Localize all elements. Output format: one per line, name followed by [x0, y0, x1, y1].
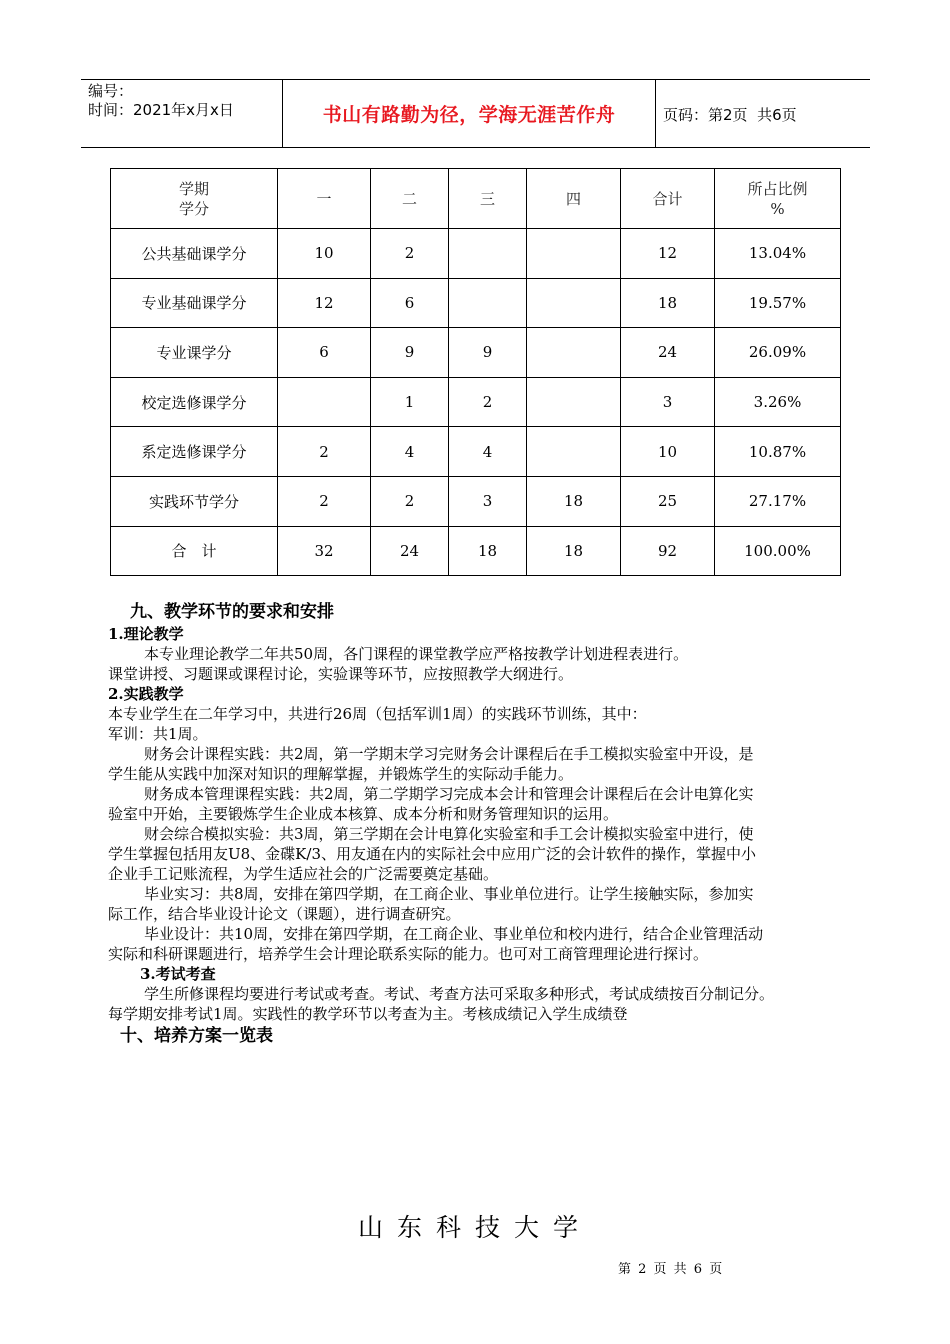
table-cell: 4	[371, 427, 449, 477]
table-cell: 10	[621, 427, 715, 477]
table-total-row	[111, 526, 841, 576]
header-corner-cell: 学期 学分	[111, 169, 278, 229]
row-label: 系定选修课学分	[111, 427, 278, 477]
table-row	[111, 427, 841, 477]
table-cell: 24	[621, 328, 715, 378]
paragraph: 财会综合模拟实验：共3周，第三学期在会计电算化实验室和手工会计模拟实验室中进行，使	[144, 825, 754, 843]
serial-label: 编号：	[88, 82, 134, 100]
table-cell	[449, 229, 527, 279]
table-row	[111, 278, 841, 328]
paragraph: 学生能从实践中加深对知识的理解掌握，并锻炼学生的实际动手能力。	[108, 765, 574, 783]
table-cell: 26.09%	[715, 328, 841, 378]
paragraph: 课堂讲授、习题课或课程讨论，实验课等环节，应按照教学大纲进行。	[108, 665, 574, 683]
paragraph: 军训：共1周。	[108, 725, 208, 743]
header-top-rule	[81, 79, 870, 80]
column-header: 三	[449, 169, 527, 229]
header-divider	[655, 80, 656, 148]
column-header: 一	[278, 169, 371, 229]
paragraph: 财务成本管理课程实践：共2周，第二学期学习完成本会计和管理会计课程后在会计电算化实	[144, 785, 754, 803]
paragraph: 实际和科研课题进行，培养学生会计理论联系实际的能力。也可对工商管理理论进行探讨。	[108, 945, 709, 963]
table-cell: 3	[449, 476, 527, 526]
header-motto: 书山有路勤为径，学海无涯苦作舟	[322, 104, 616, 126]
table-cell: 2	[278, 476, 371, 526]
table-cell: 10	[278, 229, 371, 279]
table-cell: 12	[278, 278, 371, 328]
table-cell: 18	[527, 526, 621, 576]
paragraph: 学生掌握包括用友U8、金碟K/3、用友通在内的实际社会中应用广泛的会计软件的操作，掌握中小	[108, 845, 756, 863]
table-row	[111, 377, 841, 427]
table-cell	[527, 278, 621, 328]
table-cell: 100.00%	[715, 526, 841, 576]
table-cell	[527, 427, 621, 477]
table-cell: 24	[371, 526, 449, 576]
column-header-ratio: 所占比例 %	[715, 169, 841, 229]
row-label: 专业课学分	[111, 328, 278, 378]
table-cell: 19.57%	[715, 278, 841, 328]
table-row	[111, 328, 841, 378]
table-cell: 2	[278, 427, 371, 477]
table-cell: 3.26%	[715, 377, 841, 427]
table-cell: 9	[449, 328, 527, 378]
table-cell	[278, 377, 371, 427]
section-10-title: 十、培养方案一览表	[120, 1026, 273, 1046]
header-meta	[88, 82, 234, 120]
table-cell: 18	[527, 476, 621, 526]
time-label: 时间：2021年x月x日	[88, 101, 234, 119]
row-label: 合 计	[111, 526, 278, 576]
header-bottom-rule	[81, 147, 870, 148]
table-cell: 3	[621, 377, 715, 427]
paragraph: 毕业设计：共10周，安排在第四学期，在工商企业、事业单位和校内进行，结合企业管理活动	[144, 925, 764, 943]
table-cell: 25	[621, 476, 715, 526]
credits-table	[110, 168, 841, 576]
exam-title: 3.考试考查	[140, 965, 216, 983]
paragraph: 毕业实习：共8周，安排在第四学期，在工商企业、事业单位进行。让学生接触实际，参加实	[144, 885, 754, 903]
practice-title: 2.实践教学	[108, 685, 184, 703]
theory-title: 1.理论教学	[108, 625, 184, 643]
row-label: 实践环节学分	[111, 476, 278, 526]
table-row	[111, 229, 841, 279]
table-cell: 2	[449, 377, 527, 427]
paragraph: 财务会计课程实践：共2周，第一学期末学习完财务会计课程后在手工模拟实验室中开设，是	[144, 745, 754, 763]
row-label: 专业基础课学分	[111, 278, 278, 328]
table-cell	[527, 229, 621, 279]
table-cell: 4	[449, 427, 527, 477]
table-cell: 1	[371, 377, 449, 427]
table-cell: 92	[621, 526, 715, 576]
table-cell	[527, 377, 621, 427]
table-row	[111, 476, 841, 526]
column-header: 合计	[621, 169, 715, 229]
column-header: 二	[371, 169, 449, 229]
footer-school-name: 山东科技大学	[357, 1213, 592, 1242]
footer-page-number: 第 2 页 共 6 页	[618, 1262, 723, 1277]
table-cell: 18	[621, 278, 715, 328]
body-text	[108, 600, 848, 1048]
paragraph: 验室中开始，主要锻炼学生企业成本核算、成本分析和财务管理知识的运用。	[108, 805, 619, 823]
paragraph: 本专业理论教学二年共50周，各门课程的课堂教学应严格按教学计划进程表进行。	[144, 645, 689, 663]
paragraph: 际工作，结合毕业设计论文（课题），进行调查研究。	[108, 905, 461, 923]
paragraph: 企业手工记账流程，为学生适应社会的广泛需要奠定基础。	[108, 865, 499, 883]
table-cell: 32	[278, 526, 371, 576]
table-cell: 2	[371, 476, 449, 526]
table-cell: 6	[278, 328, 371, 378]
table-cell: 13.04%	[715, 229, 841, 279]
table-cell: 18	[449, 526, 527, 576]
section-9-title: 九、教学环节的要求和安排	[130, 602, 334, 622]
paragraph: 学生所修课程均要进行考试或考查。考试、考查方法可采取多种形式，考试成绩按百分制记分。	[144, 985, 775, 1003]
table-cell: 2	[371, 229, 449, 279]
table-cell	[449, 278, 527, 328]
table-cell: 12	[621, 229, 715, 279]
table-cell: 27.17%	[715, 476, 841, 526]
paragraph: 本专业学生在二年学习中，共进行26周（包括军训1周）的实践环节训练，其中：	[108, 705, 647, 723]
table-cell: 9	[371, 328, 449, 378]
paragraph: 每学期安排考试1周。实践性的教学环节以考查为主。考核成绩记入学生成绩登	[108, 1005, 628, 1023]
row-label: 公共基础课学分	[111, 229, 278, 279]
row-label: 校定选修课学分	[111, 377, 278, 427]
table-cell	[527, 328, 621, 378]
header-page-number: 页码：第2页 共6页	[663, 106, 797, 124]
table-header-row	[111, 169, 841, 229]
table-cell: 10.87%	[715, 427, 841, 477]
table-cell: 6	[371, 278, 449, 328]
column-header: 四	[527, 169, 621, 229]
